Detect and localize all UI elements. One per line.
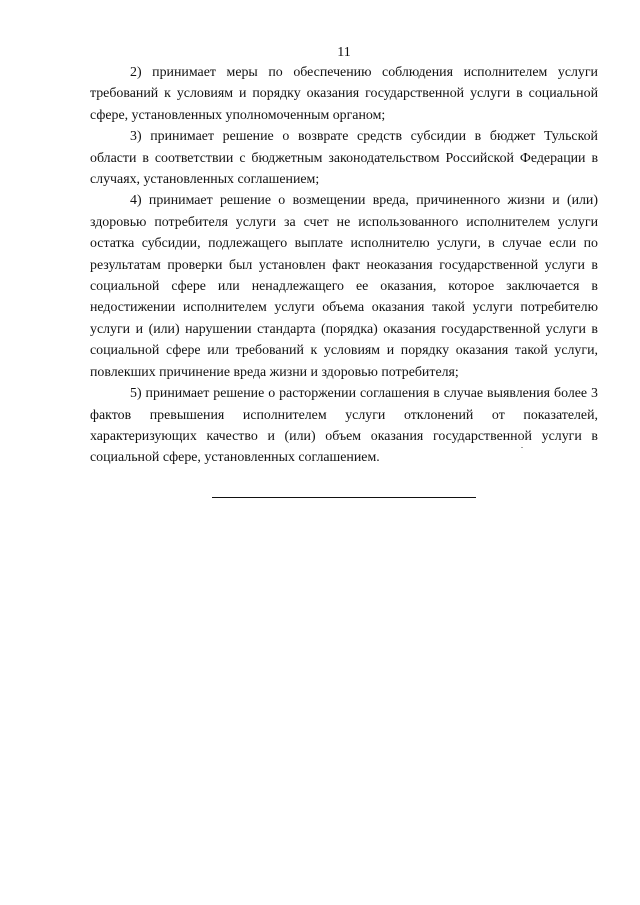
document-body — [90, 62, 598, 469]
paragraph-item-5: 5) принимает решение о расторжении соглашения в случае выявления более 3 фактов превышения исполнителем услуги отклонений от показателей, характеризующих качество и (или) объем оказания государственной услуги в социальной сфере, установленных соглашением. — [90, 386, 598, 466]
paragraph-item-2: 2) принимает меры по обеспечению соблюдения исполнителем услуги требований к условиям и порядку оказания государственной услуги в социальной сфере, установленных уполномоченным органом; — [90, 65, 598, 123]
page-number: 11 — [337, 45, 351, 60]
paragraph-item-4: 4) принимает решение о возмещении вреда, причиненного жизни и (или) здоровью потребителя услуги за счет не использованного исполнителем услуги остатка субсидии, подлежащего выплате исполнителю услуги, в случае если по результатам проверки был установлен факт неоказания государственной услуги в социальной сфере или ненадлежащего ее оказания, которое заключается в недостижении исполнителем услуги объема оказания такой услуги потребителю услуги и (или) нарушении стандарта (порядка) оказания государственной услуги в социальной сфере или требований к условиям и порядку оказания такой услуги, повлекших причинение вреда жизни и здоровью потребителя; — [90, 193, 598, 380]
closing-divider-line — [212, 497, 476, 498]
scan-speck — [521, 447, 523, 448]
paragraph-item-3: 3) принимает решение о возврате средств субсидии в бюджет Тульской области в соответствии с бюджетным законодательством Российской Федерации в случаях, установленных соглашением; — [90, 129, 598, 188]
